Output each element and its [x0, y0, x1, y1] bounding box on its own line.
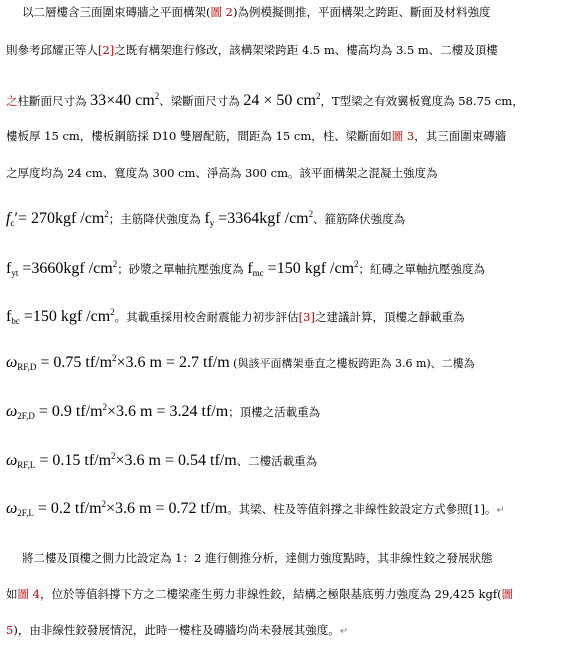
- text: ；頂樓之活載重為: [228, 405, 321, 419]
- paragraph-line-4: [6, 126, 554, 146]
- figure-reference[interactable]: 圖 2: [210, 5, 233, 19]
- text: 柱斷面尺寸為: [17, 94, 91, 108]
- text: )為例模擬側推，平面構架之跨距、斷面及材料強度: [232, 5, 491, 19]
- citation-reference[interactable]: [3]: [298, 310, 315, 324]
- beam-section-formula: 24 × 50 $cm^2$: [243, 91, 321, 109]
- formula-line-stirrup-mortar: [6, 254, 554, 283]
- text: )，由非線性鉸發展情況，此時一樓柱及磚牆均尚未發展其強度。: [13, 623, 340, 637]
- text: ；砂漿之單軸抗壓強度為: [117, 262, 248, 276]
- roof-dead-load-formula: $\omega_{RF,D} = 0.75$ $tf/m^2\times 3.6$ m = 2.7 tf/m: [6, 353, 230, 372]
- formula-line-concrete-strength: [6, 204, 554, 233]
- paragraph-line-13: [22, 548, 554, 568]
- mortar-strength-formula: $f_{mc} =150$ kgf $/cm^2$: [247, 259, 359, 278]
- text: 之既有構架進行修改，該構架梁跨距 4.5 m、樓高均為 3.5 m、二樓及頂樓: [114, 43, 498, 57]
- stirrup-yield-formula: $f_{yt} =3660kgf$ $/cm^2$: [6, 259, 118, 278]
- second-floor-live-load-formula: $\omega_{2F,L} = 0.2$ $tf/m^2\times 3.6$ m = 0.72 tf/m: [6, 499, 228, 518]
- paragraph-line-3: [6, 86, 554, 111]
- paragraph-line-5: [6, 163, 554, 183]
- figure-reference[interactable]: 圖 4: [17, 587, 40, 601]
- column-section-formula: 33×40 $cm^2$: [90, 91, 160, 109]
- formula-line-roof-live-load: [6, 446, 554, 475]
- figure-reference[interactable]: 圖 3: [391, 129, 415, 143]
- text: 。其梁、柱及等值斜撐之非線性鉸設定方式參照[1]。: [227, 502, 497, 516]
- figure-reference[interactable]: 圖: [501, 587, 514, 601]
- text: 如: [6, 587, 18, 601]
- text: 之建議計算，頂樓之靜載重為: [314, 310, 465, 324]
- text: 之厚度均為 24 cm、寬度為 300 cm、淨高為 300 cm。該平面構架之混凝土強度為: [6, 166, 438, 180]
- main-bar-yield-formula: $f_y =3364kgf$ $/cm^2$: [204, 209, 314, 228]
- text: 則參考邱耀正等人: [6, 43, 98, 57]
- text: 。其載重採用校舍耐震能力初步評估: [114, 310, 299, 324]
- text: ，其三面圍束磚牆: [414, 129, 507, 143]
- formula-line-roof-dead-load: [6, 348, 554, 377]
- text: 樓板厚 15 cm，樓板鋼筋採 D10 雙層配筋，間距為 15 cm，柱、梁斷面如: [6, 129, 392, 143]
- paragraph-mark-icon: ↵: [496, 505, 505, 516]
- brick-strength-formula: $f_{bc} =150$ kgf $/cm^2$: [6, 307, 115, 326]
- text: ；紅磚之單軸抗壓強度為: [358, 262, 486, 276]
- text: (與該平面構架垂直之樓板跨距為 3.6 m)、二樓為: [229, 357, 475, 370]
- text: 、梁斷面尺寸為: [159, 94, 244, 108]
- text: 、二樓活載重為: [236, 454, 318, 468]
- paragraph-mark-icon: ↵: [339, 626, 349, 637]
- paragraph-line-2: [6, 40, 554, 60]
- text: 以二層樓含三面圍束磚牆之平面構架(: [22, 5, 211, 19]
- text: ，位於等值斜撐下方之二樓梁產生剪力非線性鉸，結構之極限基底剪力強度為 29,425 kgf(: [39, 587, 502, 601]
- citation-reference[interactable]: [2]: [98, 43, 115, 57]
- paragraph-line-14: [6, 584, 554, 604]
- concrete-strength-formula: $f_c'= 270kgf$ $/cm^2$: [6, 209, 109, 228]
- formula-line-2f-live-load: [6, 494, 554, 523]
- paragraph-line-1: [22, 2, 554, 22]
- figure-reference-number[interactable]: 5: [6, 623, 14, 637]
- text: ，T型梁之有效翼板寬度為 58.75 cm，: [320, 94, 524, 108]
- roof-live-load-formula: $\omega_{RF,L} = 0.15$ $tf/m^2\times 3.6$ m = 0.54 tf/m: [6, 451, 237, 470]
- text: 將二樓及頂樓之側力比設定為 1：2 進行側推分析，達側力強度點時，其非線性鉸之發展狀態: [22, 551, 493, 565]
- formula-line-2f-dead-load: [6, 397, 554, 426]
- paragraph-line-15: [6, 620, 554, 642]
- second-floor-dead-load-formula: $\omega_{2F,D} = 0.9$ $tf/m^2\times 3.6$ m = 3.24 tf/m: [6, 402, 229, 421]
- formula-line-brick: [6, 302, 554, 331]
- text: 、箍筋降伏強度為: [313, 212, 406, 226]
- text: ；主筋降伏強度為: [108, 212, 205, 226]
- text: 之: [6, 94, 18, 108]
